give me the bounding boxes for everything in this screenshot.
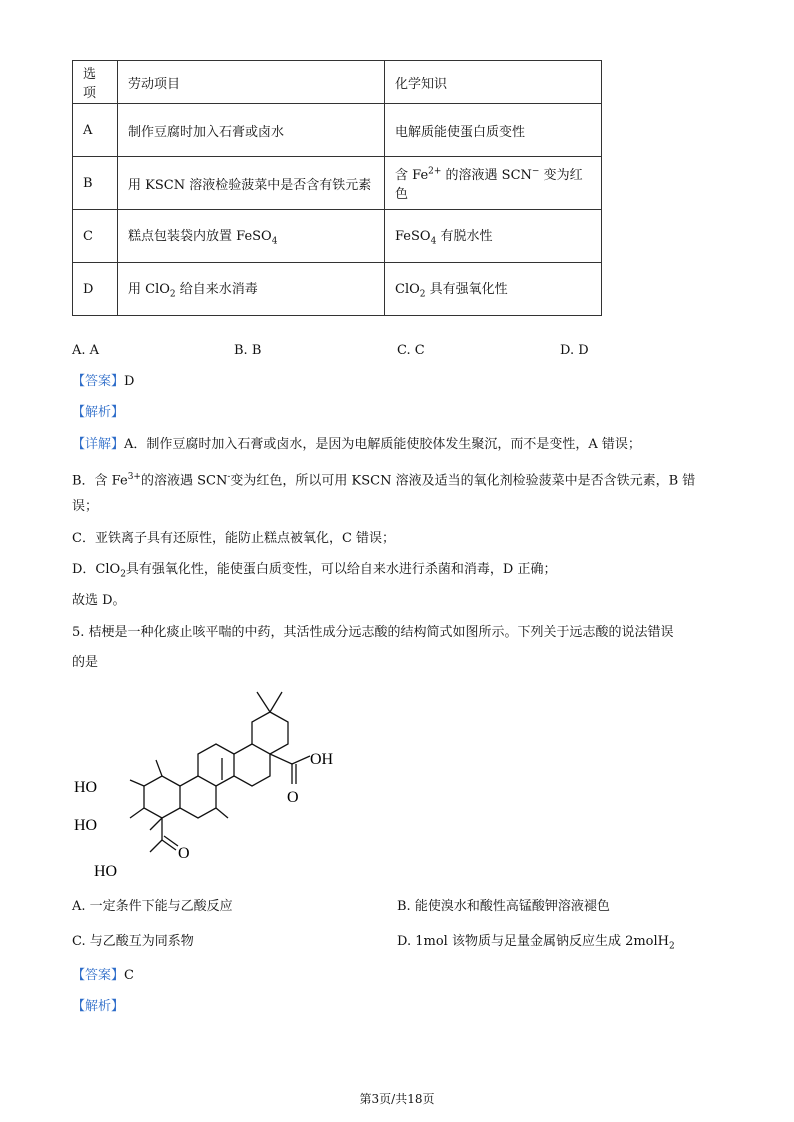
q4-conclusion: 故选 D。: [72, 593, 126, 608]
cell-knowledge: 含 $Fe^{2+}$ 的溶液遇 SCN− 变为红色: [385, 157, 602, 210]
q5-option-d: D. 1mol 该物质与足量金属钠反应生成 2molH$_2$: [397, 934, 675, 952]
q4-analysis-label: 【解析】: [72, 405, 125, 420]
q5-analysis-label: 【解析】: [72, 999, 125, 1014]
q5-stem-line1: 5. 桔梗是一种化痰止咳平喘的中药，其活性成分远志酸的结构简式如图所示。下列关于远志酸的说法错误: [72, 625, 674, 640]
cell-task: 用 ClO$_2$ 给自来水消毒: [118, 263, 385, 316]
header-cell: 选项: [73, 61, 118, 104]
cell-option: A: [73, 104, 118, 157]
page-footer: 第3页/共18页: [359, 1092, 435, 1106]
ring-e: [252, 712, 288, 754]
label-ho-1: HO: [74, 779, 98, 796]
cell-option: B: [73, 157, 118, 210]
cell-option: C: [73, 210, 118, 263]
cell-knowledge: ClO$_2$ 具有强氧化性: [385, 263, 602, 316]
methyl-bond: [216, 808, 228, 818]
q4-detail-b-cont: 误；: [72, 499, 99, 514]
q4-detail-b: B．含 $Fe^{3+}$的溶液遇 SCN-变为红色，所以可用 KSCN 溶液及适当的氧化剂检验菠菜中是否含铁元素，B 错: [72, 472, 696, 489]
table-row: [73, 263, 602, 316]
q4-detail-a: 【详解】A．制作豆腐时加入石膏或卤水，是因为电解质能使胶体发生聚沉，而不是变性，A 错误；: [72, 437, 641, 452]
header-cell: 劳动项目: [118, 61, 385, 104]
cell-knowledge: FeSO$_4$ 有脱水性: [385, 210, 602, 263]
q4-detail-c: C．亚铁离子具有还原性，能防止糕点被氧化，C 错误；: [72, 531, 396, 546]
table-row: [73, 157, 602, 210]
q4-option-d: D. D: [560, 343, 589, 358]
methyl-bond: [150, 818, 162, 830]
ring-c: [198, 744, 234, 786]
q5-option-c: C. 与乙酸互为同系物: [72, 934, 194, 949]
cooh-bond: [162, 840, 176, 850]
q5-answer: 【答案】C: [72, 968, 134, 983]
q4-detail-d: D．ClO$_2$具有强氧化性，能使蛋白质变性，可以给自来水进行杀菌和消毒，D 正确；: [72, 562, 557, 580]
q5-option-b: B. 能使溴水和酸性高锰酸钾溶液褪色: [397, 899, 610, 914]
oh-bond: [130, 780, 144, 786]
cooh-bond: [164, 836, 178, 846]
q4-option-c: C. C: [397, 343, 425, 358]
q4-answer: 【答案】D: [72, 374, 135, 389]
table-header-row: [73, 61, 602, 104]
methyl-bond: [156, 760, 162, 776]
methyl-bond: [257, 692, 270, 712]
question-table: [72, 60, 602, 316]
label-o-1: O: [287, 789, 299, 806]
cell-task: 制作豆腐时加入石膏或卤水: [118, 104, 385, 157]
table-row: [73, 104, 602, 157]
cooh-bond: [150, 840, 162, 852]
cell-option: D: [73, 263, 118, 316]
cooh-bond: [292, 756, 310, 764]
ring-a: [144, 776, 180, 818]
label-o-2: O: [178, 845, 190, 862]
cooh-bond: [270, 754, 292, 764]
cell-task: 糕点包装袋内放置 FeSO$_4$: [118, 210, 385, 263]
header-cell: 化学知识: [385, 61, 602, 104]
q4-option-b: B. B: [234, 343, 262, 358]
methyl-bond: [270, 692, 282, 712]
label-oh: OH: [310, 751, 334, 768]
table-row: [73, 210, 602, 263]
label-ho-2: HO: [74, 817, 98, 834]
cell-task: 用 KSCN 溶液检验菠菜中是否含有铁元素: [118, 157, 385, 210]
oh-bond: [130, 808, 144, 818]
structure-diagram: [60, 680, 360, 880]
q5-option-a: A. 一定条件下能与乙酸反应: [72, 899, 233, 914]
cell-knowledge: 电解质能使蛋白质变性: [385, 104, 602, 157]
label-ho-3: HO: [94, 863, 118, 880]
q4-option-a: A. A: [72, 343, 100, 358]
q5-stem-line2: 的是: [72, 655, 99, 670]
